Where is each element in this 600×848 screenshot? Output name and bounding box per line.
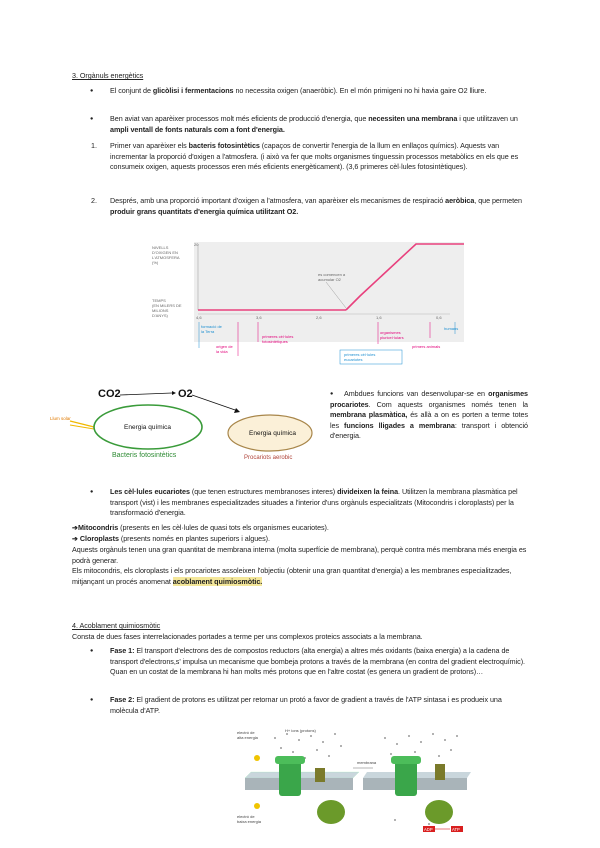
svg-text:la vida: la vida bbox=[216, 349, 228, 354]
event-fotosintetiques: primeres cèl·lules bbox=[262, 334, 294, 339]
svg-text:pluricel·lulars: pluricel·lulars bbox=[380, 335, 404, 340]
label-membrane: membrana bbox=[357, 760, 377, 765]
y-top-tick: 20 bbox=[194, 242, 199, 247]
right-cell-energy: Energia química bbox=[249, 430, 296, 437]
tick-1-6: 1,6 bbox=[376, 315, 382, 320]
svg-text:ATP: ATP bbox=[452, 827, 460, 832]
svg-text:es comencen a: es comencen a bbox=[318, 272, 346, 277]
fase-1: ● Fase 1: El transport d'electrons des de compostos reductors (alta energia) a altres més oxidants (baixa energia) a la cadena de transport d'electrons,s' impulsa un mecanisme que bombeja protons a través de la membrana (en contra del gradient electroquímic). Quan en un costat de la membrana hi han molts més protons que en l'altre costat (es genera un gradient de protons)… bbox=[110, 646, 530, 678]
section-4-heading: 4. Acoblament quimiosmòtic bbox=[72, 621, 161, 630]
atp-synthase-right bbox=[425, 800, 453, 824]
label-high-energy: electró de bbox=[237, 730, 255, 735]
svg-text:la Terra: la Terra bbox=[201, 329, 215, 334]
tick-4-6: 4,6 bbox=[196, 315, 202, 320]
highlight-acoblament: acoblament quimiosmòtic. bbox=[172, 576, 263, 586]
right-caption: Procariots aerobic bbox=[244, 455, 293, 461]
svg-text:D'OXIGEN EN: D'OXIGEN EN bbox=[152, 250, 178, 255]
oxygen-levels-figure bbox=[150, 238, 466, 368]
svg-text:fotosintètiques: fotosintètiques bbox=[262, 339, 288, 344]
svg-text:D'ANYS): D'ANYS) bbox=[152, 313, 168, 318]
cloroplasts-line: ➔ Cloroplasts (presents només en plantes superiors i algues). bbox=[72, 534, 270, 543]
numbered-item-1: 1. Primer van aparèixer els bacteris fotosintètics (capaços de convertir l'energia de la llum en enllaços químics). Aquests van incrementar la proporció d'oxigen a l'atmosfera. (i això va fer que molts organismes tinguessin processos metabòlics en els que es consumeix oxigen, aquests processos eren més eficients energèticament). (3,6 primeres cèl·lules fotosintètiques). bbox=[91, 141, 519, 172]
mitocondris-line: ➔Mitocondris (presents en les cèl·lules de quasi tots els organismes eucariotes). bbox=[72, 523, 329, 532]
organuls-paragraph: Aquests orgànuls tenen una gran quantitat de membrana interna (molta superfície de membrana), perquè contra més membrana més energia es podrà generar. bbox=[72, 545, 527, 565]
label-protons: H+ ions (protons) bbox=[285, 728, 316, 733]
left-caption: Bacteris fotosintètics bbox=[112, 452, 177, 459]
event-formacio: formació de bbox=[201, 324, 222, 329]
numbered-item-2: 2. Després, amb una proporció important d'oxigen a l'atmosfera, van aparèixer els mecanismes de respiració aeròbica, que permeten produir grans quantitats d'energia química utilitzant O2. bbox=[91, 196, 522, 216]
svg-text:MILIONS: MILIONS bbox=[152, 308, 169, 313]
fase-2: ● Fase 2: El gradient de protons es utilitzat per retornar un protó a favor de gradient a través de l'ATP sintasa i es produeix una molècula d'ATP. bbox=[110, 695, 530, 716]
bacteria-energy-diagram bbox=[48, 383, 328, 463]
bullet-eucariotes: ● Les cèl·lules eucariotes (que tenen estructures membranoses interes) divideixen la feina. Utilitzen la membrana plasmàtica pel transport (vist) i les membranes especialitzades situades a l'interior d'uns orgànuls especialitzats (Mitocondris i cloroplasts) per la transformació d'energia. bbox=[110, 487, 528, 519]
electron-low-icon bbox=[254, 803, 260, 809]
event-pluricellulars: organismes bbox=[380, 330, 401, 335]
bullet-membrana: ● Ben aviat van aparèixer processos molt més eficients de producció d'energia, que necessiten una membrana i que utilitzaven un ampli ventall de fonts naturals com a font d'energia. bbox=[110, 114, 528, 135]
svg-text:eucariotes: eucariotes bbox=[344, 357, 363, 362]
left-cell-energy: Energia química bbox=[124, 424, 171, 431]
tick-0-6: 0,6 bbox=[436, 315, 442, 320]
section-4-intro: Consta de dues fases interrelacionades portades a terme per uns complexos proteics associats a la membrana. bbox=[72, 632, 423, 641]
svg-text:ADP: ADP bbox=[424, 827, 433, 832]
section-3-heading: 3. Orgànuls energètics bbox=[72, 71, 144, 80]
tick-2-6: 2,6 bbox=[316, 315, 322, 320]
chart-background bbox=[194, 242, 464, 342]
chemiosmotic-figure bbox=[235, 728, 471, 840]
event-animals: primers animals bbox=[412, 344, 441, 349]
tick-3-6: 3,6 bbox=[256, 315, 262, 320]
sun-label: Llum solar bbox=[50, 416, 71, 421]
svg-text:primeres cèl·lules: primeres cèl·lules bbox=[344, 352, 376, 357]
svg-text:(EN MILERS DE: (EN MILERS DE bbox=[152, 303, 182, 308]
svg-text:L'ATMOSFERA: L'ATMOSFERA bbox=[152, 255, 180, 260]
svg-text:baixa energia: baixa energia bbox=[237, 819, 262, 824]
o2-label: O2 bbox=[178, 388, 193, 400]
atp-synthase-left bbox=[317, 800, 345, 824]
svg-text:(%): (%) bbox=[152, 260, 159, 265]
svg-text:alta energia: alta energia bbox=[237, 735, 258, 740]
y-axis-label-1: NIVELLS bbox=[152, 245, 169, 250]
x-axis-label: TEMPS bbox=[152, 298, 166, 303]
event-humans: humans bbox=[444, 326, 459, 331]
event-origen-vida: origen de bbox=[216, 344, 233, 349]
bullet-glicolisi: ● El conjunt de glicòlisi i fermentacions no necessita oxigen (anaeròbic). En el món primigeni no hi havia gaire O2 lliure. bbox=[110, 86, 528, 97]
co2-label: CO2 bbox=[98, 388, 121, 400]
acoblament-paragraph: Els mitocondris, els cloroplasts i els procariotes assoleixen l'objectiu (obtenir una gran quantitat d'energia) a les membranes especialitzades, mitjançant un procés anomenat acoblament quimiosmòtic. bbox=[72, 566, 512, 586]
label-low-energy: electró de bbox=[237, 814, 255, 819]
electron-high-icon bbox=[254, 755, 260, 761]
side-paragraph: ● Ambdues funcions van desenvolupar-se en organismes procariotes. Com aquests organismes només tenen la membrana plasmàtica, és allà a on es porten a terme totes les funcions lligades a membrana: transport i obtenció d'energia. bbox=[330, 389, 528, 441]
sun-icon bbox=[70, 421, 94, 429]
svg-text:acumular O2: acumular O2 bbox=[318, 277, 341, 282]
